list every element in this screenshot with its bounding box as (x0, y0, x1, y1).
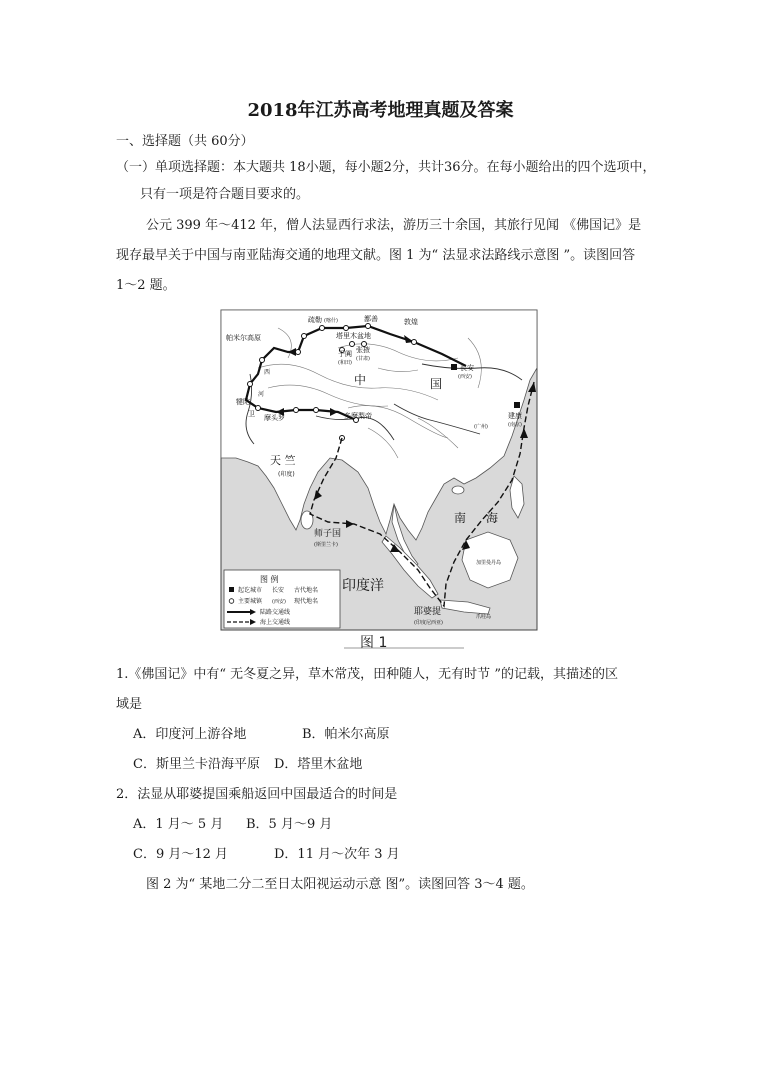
map-legend (224, 570, 340, 628)
label-shule-modern: (喀什) (324, 318, 338, 324)
label-zhangye: 张掖 (356, 346, 370, 354)
next-figure-intro: 图 2 为“ 某地二分二至日太阳视运动示意 图”。读图回答 3～4 题。 (146, 877, 534, 892)
hainan-island (452, 486, 464, 494)
q1-stem-line-2: 域是 (116, 697, 143, 712)
route-map-figure (218, 308, 540, 652)
q1-option-b: B．帕米尔高原 (302, 727, 390, 742)
q1-option-a: A．印度河上游谷地 (133, 727, 247, 742)
q2-option-d: D．11 月～次年 3 月 (274, 847, 400, 862)
label-java: 爪哇岛 (476, 614, 492, 620)
legend-row4: 海上交通线 (260, 619, 291, 626)
label-river-b: 西 (264, 369, 271, 376)
label-shiziguo-modern: (斯里兰卡) (314, 542, 338, 548)
label-indian-ocean: 印度洋 (342, 578, 384, 594)
subsection-line-2: 只有一项是符合题目要求的。 (140, 187, 310, 202)
legend-row1-b: 长安 (272, 587, 285, 594)
label-zhong: 中 (354, 373, 367, 387)
label-wei: 卫 (248, 410, 255, 418)
label-dunhuang: 敦煌 (404, 318, 418, 326)
label-taklimakan: 塔里木盆地 (336, 332, 371, 340)
label-guo: 国 (430, 377, 443, 391)
label-khotan: 于阗 (338, 350, 352, 358)
label-river-a: 河 (258, 391, 265, 398)
q1-option-c: C．斯里兰卡沿海平原 (133, 757, 260, 772)
label-changan: 长安 (460, 364, 474, 372)
label-south-sea-2: 海 (486, 511, 499, 525)
legend-row1-a: 起讫城市 (238, 587, 263, 594)
q2-option-c: C．9 月～12 月 (133, 847, 229, 862)
page-title: 2018年江苏高考地理真题及答案 (247, 100, 514, 121)
label-khotan-modern: (和田) (338, 360, 352, 366)
label-matura: 摩头罗 (264, 414, 285, 422)
label-guangzhou: (广州) (474, 424, 488, 430)
q2-option-b: B．5 月～9 月 (246, 817, 333, 832)
legend-row2-b: (西安) (272, 599, 286, 605)
label-gantuoluo: 犍陀 (236, 398, 250, 406)
label-jiankang-modern: (南京) (508, 422, 522, 428)
q1-stem-line-1: 1.《佛国记》中有“ 无冬夏之异，草木常茂，田种随人，无有时节 ”的记载，其描述的区 (116, 667, 618, 682)
label-zhangye-modern: (甘肃) (356, 356, 370, 362)
q1-option-d: D．塔里木盆地 (274, 757, 363, 772)
label-shule: 疏勒 (308, 316, 322, 324)
sri-lanka-island (301, 511, 313, 529)
intro-line-1: 公元 399 年～412 年，僧人法显西行求法，游历三十余国，其旅行见闻 《佛国记》是 (146, 218, 642, 233)
q2-option-a: A．1 月～ 5 月 (133, 817, 224, 832)
legend-row2-c: 现代地名 (294, 598, 319, 605)
legend-title: 图 例 (260, 575, 279, 584)
label-yapoti: 耶婆提 (414, 607, 442, 617)
label-pamir: 帕米尔高原 (226, 334, 261, 342)
label-changan-modern: (西安) (458, 374, 472, 380)
label-shanshan: 鄯善 (364, 315, 378, 323)
legend-row1-c: 古代地名 (294, 587, 319, 594)
subsection-line-1: （一）单项选择题：本大题共 18小题，每小题2分，共计36分。在每小题给出的四个选项中， (116, 160, 656, 175)
q2-stem: 2．法显从耶婆提国乘船返回中国最适合的时间是 (116, 787, 398, 802)
figure-caption: 图 1 (360, 635, 388, 651)
legend-row2-a: 主要城镇 (238, 598, 263, 605)
label-jiankang: 建康 (508, 412, 522, 420)
label-shiziguo: 师子国 (314, 529, 342, 539)
section-heading: 一、选择题（共 60分） (116, 134, 254, 149)
legend-row3: 陆路交通线 (260, 609, 291, 616)
label-south-sea-1: 南 (454, 511, 467, 525)
intro-line-2: 现存最早关于中国与南亚陆海交通的地理文献。图 1 为“ 法显求法路线示意图 ”。读图回答 (116, 248, 636, 263)
label-tianzhu-modern: (印度) (278, 471, 295, 478)
label-kalimantan: 加里曼丹岛 (476, 560, 502, 566)
intro-line-3: 1～2 题。 (116, 278, 176, 293)
label-tianzhu: 天 竺 (270, 454, 296, 467)
label-yapoti-modern: (印度尼西亚) (414, 620, 443, 626)
label-duomoli: 多摩梨帝 (344, 412, 372, 420)
